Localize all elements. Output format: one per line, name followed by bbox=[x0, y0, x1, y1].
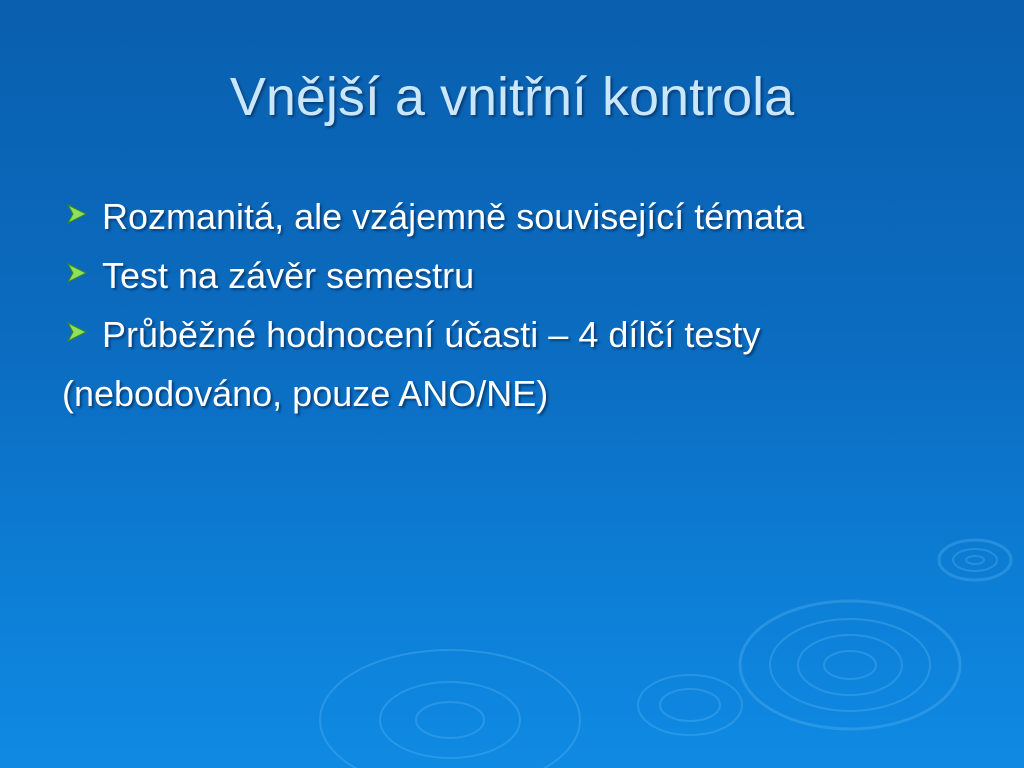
note-text: (nebodováno, pouze ANO/NE) bbox=[62, 373, 549, 414]
arrow-bullet-icon bbox=[64, 319, 90, 345]
slide-title: Vnější a vnitřní kontrola bbox=[229, 67, 795, 127]
arrow-bullet-icon bbox=[64, 201, 90, 227]
bullet-item bbox=[62, 247, 982, 298]
bullet-item bbox=[62, 306, 982, 357]
bullet-text: Průběžné hodnocení účasti – 4 dílčí testy bbox=[102, 314, 761, 355]
bullet-item bbox=[62, 188, 982, 239]
arrow-bullet-icon bbox=[64, 260, 90, 286]
bullet-list bbox=[62, 188, 982, 422]
bullet-text: Test na závěr semestru bbox=[102, 255, 475, 296]
bullet-text: Rozmanitá, ale vzájemně související témata bbox=[102, 196, 805, 237]
